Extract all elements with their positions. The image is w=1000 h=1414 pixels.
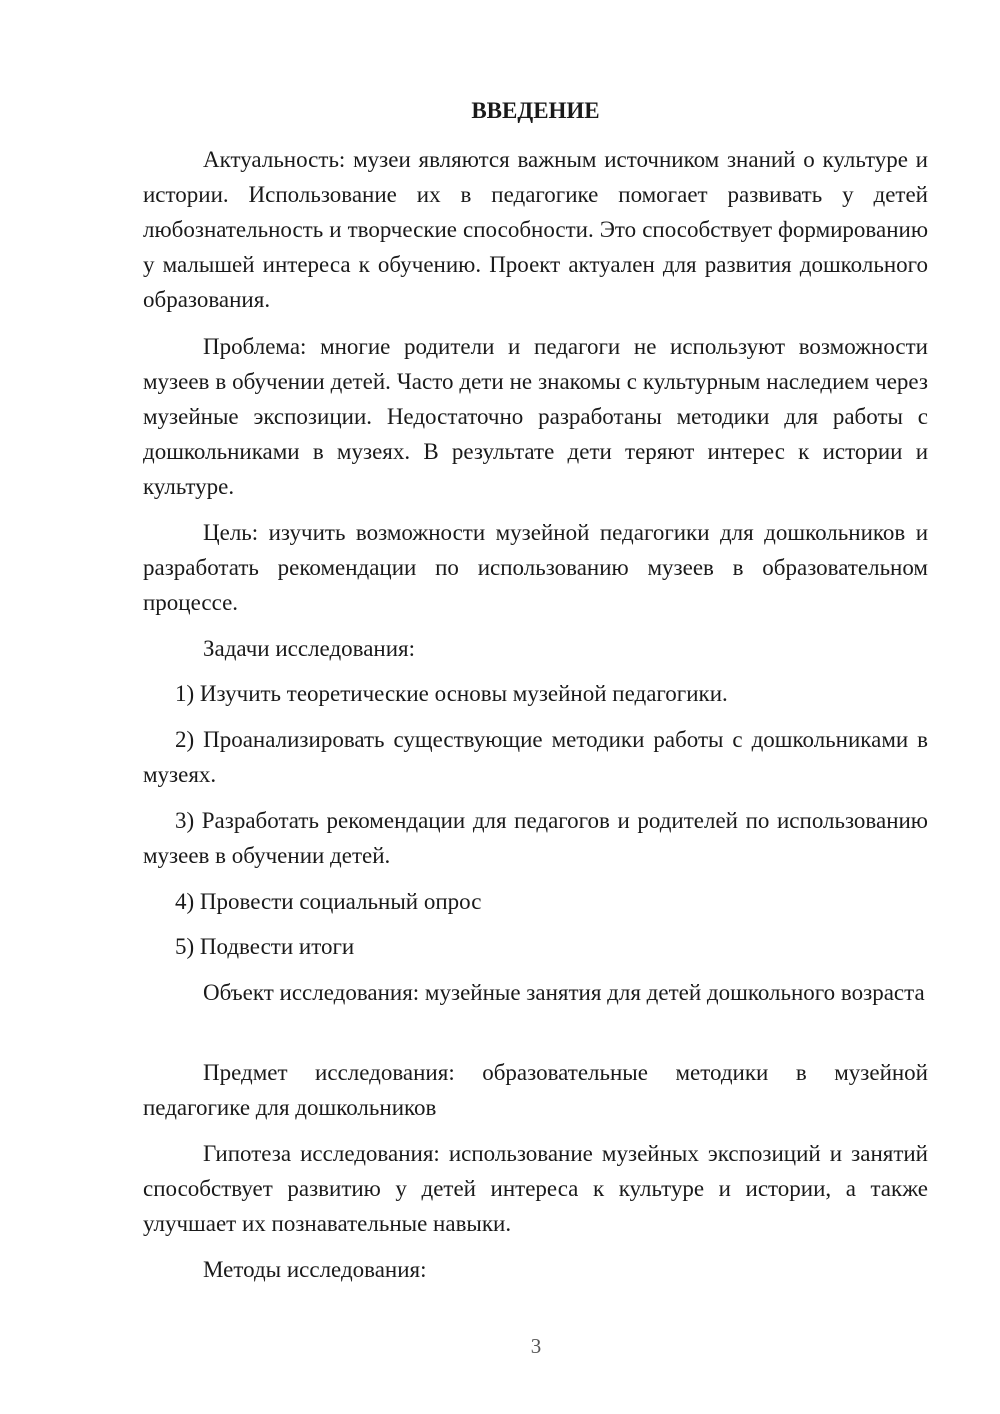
paragraph-object: Объект исследования: музейные занятия для детей дошкольного возраста [203, 980, 925, 1005]
paragraph-hypothesis: Гипотеза исследования: использование музейных экспозиций и занятий способствует развитию у детей интереса к культуре и истории, а также улучшает их познавательные навыки. [143, 1141, 928, 1236]
task-item-5: 5) Подвести итоги [175, 934, 355, 959]
page-title: ВВЕДЕНИЕ [471, 98, 600, 123]
paragraph-tasks-heading: Задачи исследования: [203, 636, 416, 661]
task-item-3: 3) Разработать рекомендации для педагогов и родителей по использованию музеев в обучении детей. [143, 808, 928, 868]
paragraph-relevance: Актуальность: музеи являются важным источником знаний о культуре и истории. Использование их в педагогике помогает развивать у детей любознательность и творческие способности. Это способствует формированию у малышей интереса к обучению. Проект актуален для развития дошкольного образования. [143, 147, 928, 312]
task-item-1: 1) Изучить теоретические основы музейной педагогики. [175, 681, 728, 706]
task-item-2: 2) Проанализировать существующие методики работы с дошкольниками в музеях. [143, 727, 928, 787]
paragraph-goal: Цель: изучить возможности музейной педагогики для дошкольников и разработать рекомендации по использованию музеев в образовательном процессе. [143, 520, 928, 615]
paragraph-methods-heading: Методы исследования: [203, 1257, 427, 1282]
page-number: 3 [530, 1334, 542, 1358]
paragraph-subject: Предмет исследования: образовательные методики в музейной педагогике для дошкольников [143, 1060, 928, 1120]
task-item-4: 4) Провести социальный опрос [175, 889, 482, 914]
paragraph-problem: Проблема: многие родители и педагоги не используют возможности музеев в обучении детей. Часто дети не знакомы с культурным наследием через музейные экспозиции. Недостаточно разработаны методики для работы с дошкольниками в музеях. В результате дети теряют интерес к истории и культуре. [143, 334, 928, 499]
